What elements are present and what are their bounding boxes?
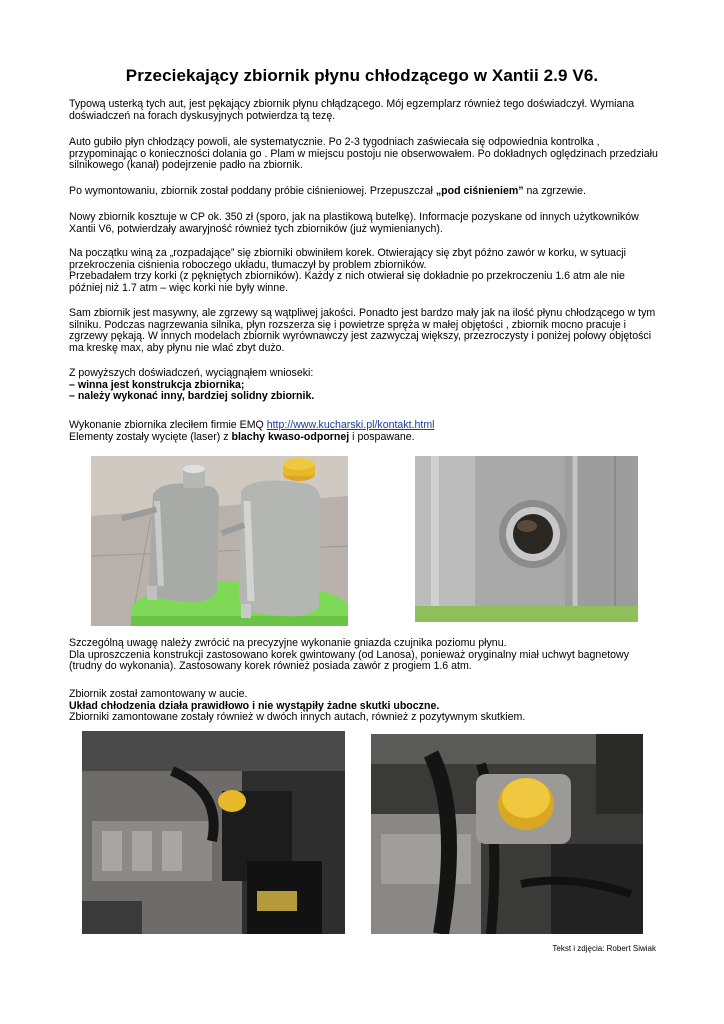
paragraph-weld-quality: Sam zbiornik jest masywny, ale zgrzewy są wątpliwej jakości. Ponadto jest bardzo mały jak na ilość płynu chłodzącego w tym silniku. Podczas nagrzewania silnika, płyn rozszerza się i powietrze spręża w małej objętości , zbiornik mocno pracuje i zgrzewy pękają. W innych modelach zbiornik wyrównawczy jest zazwyczaj większy, przezroczysty i poniżej połowy objętości ma kreskę max, aby płynu nie wlać zbyt dużo. <box>69 307 656 354</box>
conclusion-item: – należy wykonać inny, bardziej solidny zbiornik. <box>69 390 315 403</box>
page-title: Przeciekający zbiornik płynu chłodzącego w Xantii 2.9 V6. <box>125 66 599 85</box>
paragraph-pressure-test: Po wymontowaniu, zbiornik został poddany próbie ciśnieniowej. Przepuszczał „pod ciśnieniem” na zgrzewie. <box>69 185 586 197</box>
conclusions: Z powyższych doświadczeń, wyciągnąłem wnioseki: – winna jest konstrukcja zbiornika; – należy wykonać inny, bardziej solidny zbiornik. <box>69 368 659 403</box>
paragraph-socket-precision: Szczególną uwagę należy zwrócić na precyzyjne wykonanie gniazda czujnika poziomu płynu. Dla uproszczenia konstrukcji zastosowano korek gwintowany (od Lanosa), ponieważ oryginalny miał uchwyt bagnetowy (trudny do wykonania). Zastosowany korek również posiada zawór z progiem 1.6 atm. <box>69 637 629 673</box>
manufacturer-link[interactable]: http://www.kucharski.pl/kontakt.html <box>266 419 435 431</box>
photo-engine-bay-right <box>371 734 643 934</box>
photo-engine-bay-left <box>82 731 345 934</box>
photo-credit: Tekst i zdjęcia: Robert Siwiak <box>552 944 656 953</box>
photo-sensor-socket <box>415 456 638 622</box>
pressure-emphasis: „pod ciśnieniem” <box>435 185 524 197</box>
paragraph-symptoms: Auto gubiło płyn chłodzący powoli, ale systematycznie. Po 2-3 tygodniach zaświecała się odpowiednia kontrolka , przypominając o konieczności dolania go . Plam w miejscu postoju nie obserwowałem. Po dokładnych oględzinach przedziału silnikowego (kanał) podejrzenie padło na zbiornik. <box>69 136 658 172</box>
paragraph-cap-test: Na początku winą za „rozpadające” się zbiorniki obwiniłem korek. Otwierający się zbyt późno zawór w korku, w sytuacji przekroczenia ciśnienia roboczego układu, tłumaczył by problem zbiorników. Przebadałem trzy korki (z pękniętych zbiorników). Każdy z nich otwierał się dokładnie po przekroczeniu 1.6 atm ale nie później niż 1.7 atm – więc korki nie były winne. <box>69 247 626 294</box>
paragraph-price: Nowy zbiornik kosztuje w CP ok. 350 zł (sporo, jak na plastikową butelkę). Informacje pozyskane od innych użytkowników Xantii V6, potwierdzały awaryjność również tych zbiorników (już wymienianych). <box>69 211 639 235</box>
paragraph-manufacturer: Wykonanie zbiornika zleciłem firmie EMQ http://www.kucharski.pl/kontakt.html Elementy zostały wycięte (laser) z blachy kwaso-odpornej i pospawane. <box>69 419 435 443</box>
photo-two-tanks <box>91 456 348 626</box>
conclusion-item: – winna jest konstrukcja zbiornika; <box>69 378 245 391</box>
paragraph-installation: Zbiornik został zamontowany w aucie. Układ chłodzenia działa prawidłowo i nie wystąpiły żadne skutki uboczne. Zbiorniki zamontowane zostały również w dwóch innych autach, również z pozytywnym skutkiem. <box>69 688 526 724</box>
paragraph-intro: Typową usterką tych aut, jest pękający zbiornik płynu chłądzącego. Mój egzemplarz również tego doświadczył. Wymiana doświadczeń na forach dyskusyjnych potwierdza tą tezę. <box>69 98 635 122</box>
